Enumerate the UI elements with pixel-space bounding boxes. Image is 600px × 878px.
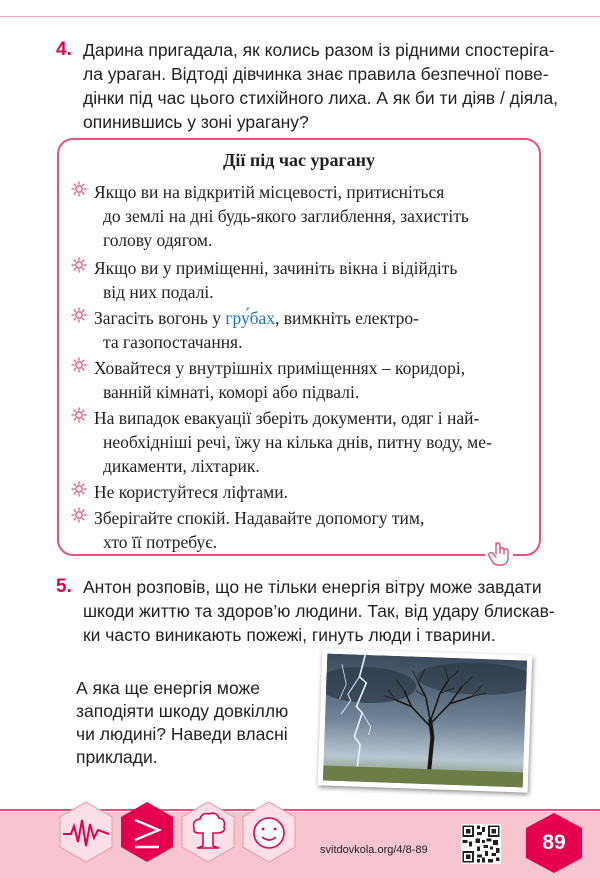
task-text-line: ла ураган. Відтоді дівчинка знає правила безпечної пове- bbox=[83, 64, 549, 84]
hurricane-rules-box bbox=[57, 138, 541, 556]
rule-item bbox=[71, 306, 419, 354]
sun-bullet-icon bbox=[71, 257, 87, 273]
sun-bullet-icon bbox=[71, 307, 87, 323]
task-text-line: шкоди життю та здоров’ю людини. Так, від удару блискав- bbox=[83, 601, 555, 621]
top-divider bbox=[0, 16, 600, 17]
task-4 bbox=[56, 38, 566, 134]
task-text-line: дінки під час цього стихійного лиха. А як би ти діяв / діяла, bbox=[83, 88, 559, 108]
rule-item bbox=[71, 506, 424, 554]
task-number: 5. bbox=[56, 576, 72, 597]
task-text-line: опинившись у зоні урагану? bbox=[83, 112, 309, 132]
page-number: 89 bbox=[542, 831, 566, 854]
rule-text: хто її потребує. bbox=[103, 532, 218, 552]
task-5 bbox=[56, 575, 566, 647]
greater-than-icon bbox=[118, 800, 176, 864]
question-line: А яка ще енергія може bbox=[76, 678, 260, 698]
rule-text: Не користуйтеся ліфтами. bbox=[94, 482, 288, 502]
rule-text: до землі на дні будь-якого заглиблення, захистіть bbox=[103, 206, 469, 226]
smiley-icon bbox=[240, 800, 298, 864]
rule-text: голову одягом. bbox=[103, 230, 213, 250]
rule-item bbox=[71, 406, 492, 478]
discussion-question bbox=[76, 677, 288, 769]
rule-text: Зберігайте спокій. Надавайте допомогу тим, bbox=[94, 508, 425, 528]
task-text-line: Дарина пригадала, як колись разом із рідними спостеріга- bbox=[83, 40, 555, 60]
question-line: чи людині? Наведи власні bbox=[76, 724, 288, 744]
rule-text: Якщо ви на відкритій місцевості, притисніться bbox=[94, 182, 445, 202]
rule-text: На випадок евакуації зберіть документи, одяг і най- bbox=[94, 408, 480, 428]
question-line: приклади. bbox=[76, 747, 158, 767]
sun-bullet-icon bbox=[71, 357, 87, 373]
rule-item bbox=[71, 256, 457, 304]
rule-item bbox=[71, 356, 465, 404]
pointing-hand-icon bbox=[485, 540, 513, 566]
heartbeat-icon bbox=[57, 800, 115, 864]
page-number-badge bbox=[526, 813, 582, 873]
lightning-tree-photo bbox=[318, 648, 533, 792]
rule-text: від них подалі. bbox=[103, 282, 214, 302]
rule-text: Якщо ви у приміщенні, зачиніть вікна і відійдіть bbox=[94, 258, 458, 278]
rule-item bbox=[71, 180, 469, 252]
question-line: заподіяти шкоду довкіллю bbox=[76, 701, 289, 721]
rules-box-title: Дії під час урагану bbox=[222, 150, 376, 170]
rule-text: та газопостачання. bbox=[103, 332, 243, 352]
rule-text: дикаменти, ліхтарик. bbox=[103, 456, 260, 476]
sun-bullet-icon bbox=[71, 481, 87, 497]
task-text-line: ки часто виникають пожежі, гинуть люди і тварини. bbox=[83, 625, 496, 645]
sun-bullet-icon bbox=[71, 507, 87, 523]
rule-text-start: Загасіть вогонь у bbox=[94, 308, 226, 328]
qr-code-icon[interactable] bbox=[461, 824, 501, 864]
rule-text: необхідніші речі, їжу на кілька днів, питну воду, ме- bbox=[103, 432, 492, 452]
rule-item bbox=[71, 480, 288, 504]
task-text-line: Антон розповів, що не тільки енергія вітру може завдати bbox=[83, 577, 542, 597]
task-number: 4. bbox=[56, 39, 72, 60]
rule-text: Ховайтеся у внутрішніх приміщеннях – коридорі, bbox=[94, 358, 466, 378]
footer-url[interactable]: svitdovkola.org/4/8-89 bbox=[320, 844, 428, 856]
glossary-link[interactable]: гру́бах bbox=[225, 308, 275, 328]
sun-bullet-icon bbox=[71, 181, 87, 197]
sun-bullet-icon bbox=[71, 407, 87, 423]
explosion-cloud-icon bbox=[179, 800, 237, 864]
rule-text: ванній кімнаті, коморі або підвалі. bbox=[103, 382, 360, 402]
rule-text bbox=[71, 306, 419, 330]
rule-text-end: , вимкніть електро- bbox=[275, 308, 419, 328]
